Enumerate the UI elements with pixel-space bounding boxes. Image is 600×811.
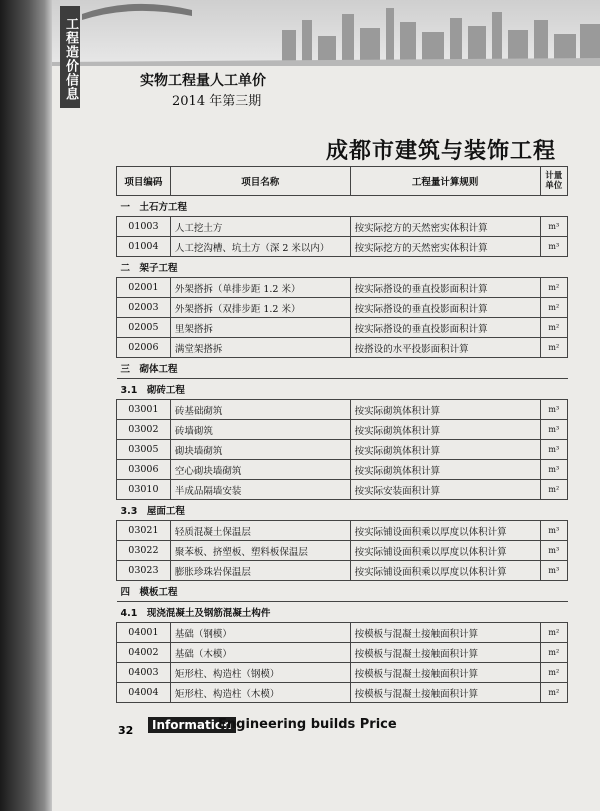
item-code: 04002 <box>117 643 171 663</box>
item-rule: 按实际铺设面积乘以厚度以体积计算 <box>350 561 540 581</box>
item-unit: m² <box>540 623 567 643</box>
table-row <box>117 480 568 500</box>
item-code: 03021 <box>117 521 171 541</box>
section-row <box>117 500 568 521</box>
item-code: 03006 <box>117 460 171 480</box>
city-skyline-image <box>52 0 600 66</box>
table-row <box>117 541 568 561</box>
footer-info-label: Information <box>148 717 236 733</box>
item-name: 膨胀珍珠岩保温层 <box>170 561 350 581</box>
item-name: 轻质混凝土保温层 <box>170 521 350 541</box>
item-name: 外架搭拆（单排步距 1.2 米） <box>170 278 350 298</box>
table-row <box>117 278 568 298</box>
item-code: 02001 <box>117 278 171 298</box>
item-rule: 按实际砌筑体积计算 <box>350 440 540 460</box>
item-code: 01003 <box>117 217 171 237</box>
page-number: 32 <box>118 724 134 737</box>
table-row <box>117 338 568 358</box>
item-name: 人工挖土方 <box>170 217 350 237</box>
book-spine <box>0 0 52 811</box>
item-name: 人工挖沟槽、坑土方（深 2 米以内） <box>170 237 350 257</box>
item-name: 里架搭拆 <box>170 318 350 338</box>
item-name: 矩形柱、构造柱（木模） <box>170 683 350 703</box>
item-unit: m³ <box>540 541 567 561</box>
item-rule: 按实际搭设的垂直投影面积计算 <box>350 318 540 338</box>
section-label: 四 模板工程 <box>117 581 568 602</box>
item-name: 矩形柱、构造柱（钢模） <box>170 663 350 683</box>
table-row <box>117 420 568 440</box>
item-code: 03002 <box>117 420 171 440</box>
page-title: 成都市建筑与装饰工程 <box>326 139 557 164</box>
item-code: 03010 <box>117 480 171 500</box>
item-unit: m³ <box>540 420 567 440</box>
item-code: 04004 <box>117 683 171 703</box>
item-unit: m² <box>540 643 567 663</box>
table-row <box>117 400 568 420</box>
item-rule: 按模板与混凝土接触面积计算 <box>350 683 540 703</box>
item-rule: 按实际铺设面积乘以厚度以体积计算 <box>350 541 540 561</box>
item-unit: m³ <box>540 400 567 420</box>
item-rule: 按实际搭设的垂直投影面积计算 <box>350 298 540 318</box>
table-row <box>117 237 568 257</box>
section-label: 3.3 屋面工程 <box>117 500 568 521</box>
item-rule: 按实际砌筑体积计算 <box>350 420 540 440</box>
item-code: 02005 <box>117 318 171 338</box>
item-rule: 按实际搭设的垂直投影面积计算 <box>350 278 540 298</box>
item-name: 砖墙砌筑 <box>170 420 350 440</box>
section-row <box>117 379 568 400</box>
item-code: 04003 <box>117 663 171 683</box>
item-rule: 按实际砌筑体积计算 <box>350 460 540 480</box>
item-unit: m² <box>540 663 567 683</box>
header-name: 项目名称 <box>170 167 350 196</box>
section-label: 4.1 现浇混凝土及钢筋混凝土构件 <box>117 602 568 623</box>
header-rule: 工程量计算规则 <box>350 167 540 196</box>
item-unit: m³ <box>540 217 567 237</box>
table-row <box>117 623 568 643</box>
item-code: 02006 <box>117 338 171 358</box>
item-unit: m³ <box>540 521 567 541</box>
item-name: 基础（钢模） <box>170 623 350 643</box>
item-unit: m² <box>540 338 567 358</box>
item-code: 01004 <box>117 237 171 257</box>
section-row <box>117 358 568 379</box>
table-row <box>117 683 568 703</box>
item-name: 砖基础砌筑 <box>170 400 350 420</box>
table-row <box>117 643 568 663</box>
table-header-row <box>117 167 568 196</box>
table-row <box>117 440 568 460</box>
header-title: 实物工程量人工单价 <box>140 73 266 89</box>
table-row <box>117 663 568 683</box>
table-row <box>117 298 568 318</box>
header-unit: 计量单位 <box>540 167 567 196</box>
header-code: 项目编码 <box>117 167 171 196</box>
item-name: 满堂架搭拆 <box>170 338 350 358</box>
item-unit: m³ <box>540 460 567 480</box>
item-rule: 按模板与混凝土接触面积计算 <box>350 623 540 643</box>
header-issue: 2014 年第三期 <box>172 94 262 109</box>
section-row <box>117 257 568 278</box>
item-unit: m² <box>540 298 567 318</box>
item-unit: m³ <box>540 440 567 460</box>
item-name: 半成品隔墙安装 <box>170 480 350 500</box>
item-name: 外架搭拆（双排步距 1.2 米） <box>170 298 350 318</box>
item-unit: m² <box>540 480 567 500</box>
section-label: 一 土石方工程 <box>117 196 568 217</box>
item-name: 砌块墙砌筑 <box>170 440 350 460</box>
table-row <box>117 561 568 581</box>
section-row <box>117 581 568 602</box>
table-row <box>117 521 568 541</box>
item-name: 基础（木模） <box>170 643 350 663</box>
item-rule: 按实际挖方的天然密实体积计算 <box>350 217 540 237</box>
item-rule: 按搭设的水平投影面积计算 <box>350 338 540 358</box>
table-row <box>117 318 568 338</box>
item-code: 03023 <box>117 561 171 581</box>
item-rule: 按模板与混凝土接触面积计算 <box>350 663 540 683</box>
item-rule: 按实际砌筑体积计算 <box>350 400 540 420</box>
item-unit: m³ <box>540 237 567 257</box>
footer-tagline: Engineering builds Price <box>218 717 397 732</box>
item-name: 空心砌块墙砌筑 <box>170 460 350 480</box>
item-rule: 按实际挖方的天然密实体积计算 <box>350 237 540 257</box>
section-label: 三 砌体工程 <box>117 358 568 379</box>
item-code: 02003 <box>117 298 171 318</box>
side-tab: 工程造价信息 <box>60 6 80 108</box>
item-rule: 按模板与混凝土接触面积计算 <box>350 643 540 663</box>
item-name: 聚苯板、挤塑板、塑料板保温层 <box>170 541 350 561</box>
section-row <box>117 196 568 217</box>
item-unit: m² <box>540 318 567 338</box>
item-code: 03022 <box>117 541 171 561</box>
item-unit: m³ <box>540 561 567 581</box>
item-rule: 按实际安装面积计算 <box>350 480 540 500</box>
section-label: 3.1 砌砖工程 <box>117 379 568 400</box>
item-code: 04001 <box>117 623 171 643</box>
table-row <box>117 460 568 480</box>
data-table <box>116 166 568 703</box>
item-rule: 按实际铺设面积乘以厚度以体积计算 <box>350 521 540 541</box>
table-row <box>117 217 568 237</box>
item-code: 03005 <box>117 440 171 460</box>
item-code: 03001 <box>117 400 171 420</box>
item-unit: m² <box>540 278 567 298</box>
section-label: 二 架子工程 <box>117 257 568 278</box>
item-unit: m² <box>540 683 567 703</box>
section-row <box>117 602 568 623</box>
